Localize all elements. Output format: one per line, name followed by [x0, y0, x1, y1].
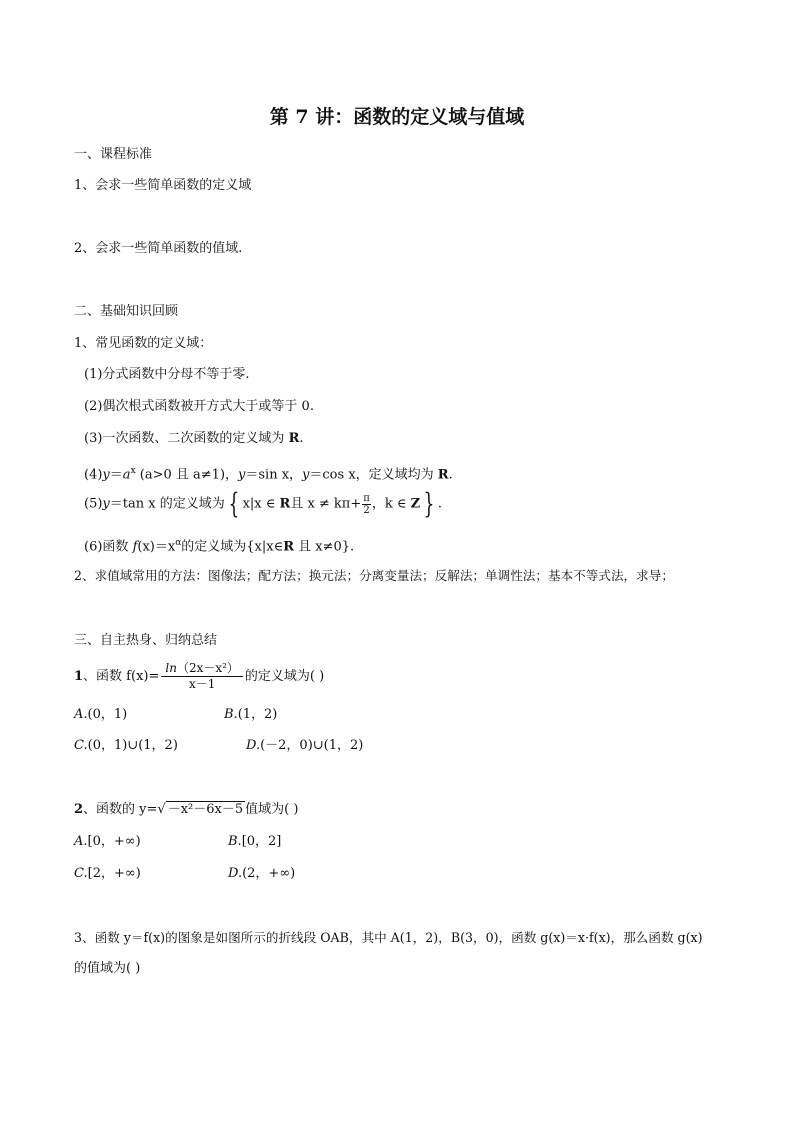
q2-options-row-1 [74, 833, 281, 851]
q1-option-d: D.(－2，0)∪(1，2) [246, 738, 364, 753]
domain-point-2: (2)偶次根式函数被开方式大于或等于 0. [84, 399, 314, 414]
pi-over-2: $\frac{\pi}{2}$ [363, 492, 370, 516]
q2-option-b: B.[0，2] [228, 834, 282, 849]
q2-options-row-2 [74, 865, 295, 883]
sqrt-sign: √ [157, 802, 166, 817]
question-3-line-1: 3、函数 y＝f(x)的图象是如图所示的折线段 OAB，其中 A(1，2)，B(3，0)，函数 g(x)＝x·f(x)，那么函数 g(x) [74, 930, 703, 945]
q1-fraction: $\frac{\text{ln（2x－x²）}}{x-1}$ [161, 661, 243, 692]
section-2-heading: 二、基础知识回顾 [74, 304, 179, 319]
domain-point-3: (3)一次函数、二次函数的定义域为 R. [84, 431, 304, 446]
section-1-heading: 一、课程标准 [74, 147, 153, 162]
q1-options-row-2 [74, 737, 363, 755]
q2-option-d: D.(2，+∞) [228, 866, 296, 881]
question-2: 2、函数的 y=√ －x²－6x－5 值域为( ) [74, 802, 299, 817]
q1-option-c: C.(0，1)∪(1，2) [74, 738, 178, 753]
range-methods: 2、求值域常用的方法：图像法；配方法；换元法；分离变量法；反解法；单调性法；基本不等式法，求导； [74, 568, 674, 583]
left-brace: { [228, 487, 239, 520]
domain-point-1: (1)分式函数中分母不等于零. [84, 367, 250, 382]
page-title: 第 7 讲：函数的定义域与值域 [269, 106, 525, 128]
domain-point-4: $(4)y=a^x$ (a>0 且 a≠1)，y＝sin x，y＝cos x，定义域均为 R. [84, 466, 453, 483]
standard-item-1: 1、会求一些简单函数的定义域 [74, 178, 252, 193]
section-3-heading: 三、自主热身、归纳总结 [74, 633, 218, 648]
q1-options-row-1 [74, 706, 277, 724]
q2-option-a: A.[0，+∞) [74, 834, 141, 849]
q1-option-a: A.(0，1) [74, 707, 128, 722]
standard-item-2: 2、会求一些简单函数的值域. [74, 241, 243, 256]
domain-point-5: (5)y＝tan x 的定义域为 { x|x ∈ R且 x ≠ kπ+ $\frac{\pi}{2}$ ，k ∈ Z } . [84, 487, 443, 520]
q1-option-b: B.(1，2) [224, 707, 278, 722]
question-3-line-2: 的值域为( ) [74, 961, 141, 976]
domain-subheading: 1、常见函数的定义域： [74, 336, 213, 351]
question-1: 1、函数 f(x)= $\frac{\text{ln（2x－x²）}}{x-1}$ 的定义域为( ) [74, 661, 325, 691]
right-brace: } [423, 487, 435, 520]
q2-option-c: C.[2，+∞) [74, 866, 141, 881]
domain-point-6: (6)函数 $f(x)=x^\alpha$的定义域为{x|x∈R 且 x≠0}. [84, 538, 355, 555]
